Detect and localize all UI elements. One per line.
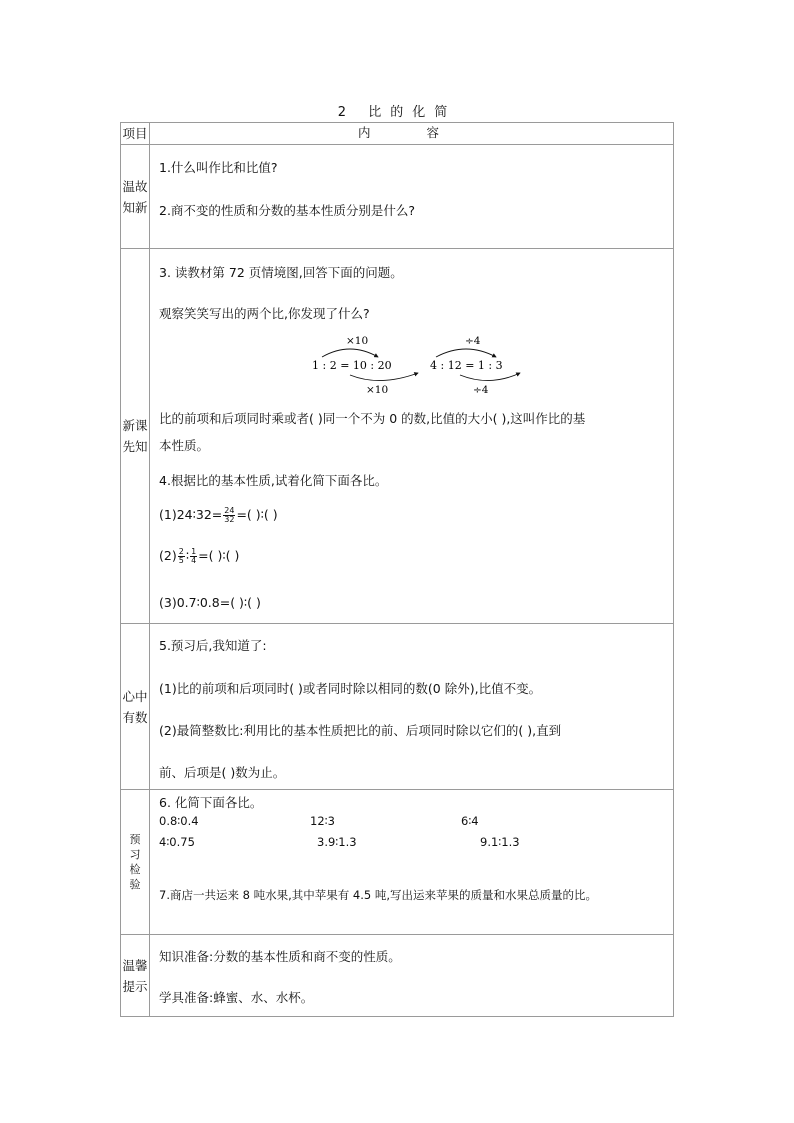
tips-content xyxy=(150,935,674,1017)
tips-t1: 知识准备:分数的基本性质和商不变的性质。 xyxy=(159,949,401,964)
header-item-cell: 项目 xyxy=(121,123,150,145)
summary-s3: 前、后项是( )数为止。 xyxy=(159,765,286,780)
right-bottom-arrow xyxy=(460,373,520,381)
summary-s2: (2)最简整数比:利用比的基本性质把比的前、后项同时除以它们的( ),直到 xyxy=(159,723,562,738)
tips-t2: 学具准备:蜂蜜、水、水杯。 xyxy=(159,990,314,1005)
preview-label: 新课 先知 xyxy=(121,249,150,624)
property-fill-line2: 本性质。 xyxy=(159,438,210,453)
left-bottom-arrow xyxy=(350,373,418,381)
left-bottom-label: ×10 xyxy=(366,384,389,395)
ratio-item: 12∶3 xyxy=(310,814,335,828)
right-top-label: ÷4 xyxy=(465,335,481,347)
property-fill-line1: 比的前项和后项同时乘或者( )同一个不为 0 的数,比值的大小( ),这叫作比的基 xyxy=(159,411,586,426)
left-equation: 1 : 2 = 10 : 20 xyxy=(312,359,392,372)
review-q1: 1.什么叫作比和比值? xyxy=(159,160,278,175)
summary-row xyxy=(121,624,674,790)
preview-content xyxy=(150,249,674,624)
fraction-2-5: $\frac{2}{5}$ xyxy=(178,547,184,565)
preview-q4: 4.根据比的基本性质,试着化简下面各比。 xyxy=(159,473,388,488)
summary-label: 心中 有数 xyxy=(121,624,150,790)
summary-q5: 5.预习后,我知道了: xyxy=(159,638,267,653)
tips-row xyxy=(121,935,674,1017)
left-top-arrow xyxy=(322,349,378,357)
problem-2: (2) $\frac{2}{5}$ ∶ $\frac{1}{4}$ =( )∶( ) xyxy=(159,547,240,565)
worksheet-table xyxy=(120,122,674,1017)
preview-row xyxy=(121,249,674,624)
preview-q3: 3. 读教材第 72 页情境图,回答下面的问题。 xyxy=(159,265,403,280)
header-content-cell: 内 容 xyxy=(150,123,674,145)
page-title: 2 比的化简 xyxy=(337,105,457,120)
ratio-diagram xyxy=(310,333,540,395)
review-content xyxy=(150,145,674,249)
right-equation: 4 : 12 = 1 : 3 xyxy=(430,359,503,372)
problem-3: (3)0.7∶0.8=( )∶( ) xyxy=(159,595,261,610)
review-label: 温故 知新 xyxy=(121,145,150,249)
ratio-item: 3.9∶1.3 xyxy=(317,835,357,849)
summary-s1: (1)比的前项和后项同时( )或者同时除以相同的数(0 除外),比值不变。 xyxy=(159,681,542,696)
ratio-item: 9.1∶1.3 xyxy=(480,835,520,849)
review-row xyxy=(121,145,674,249)
left-top-label: ×10 xyxy=(346,335,369,347)
preview-q3-sub: 观察笑笑写出的两个比,你发现了什么? xyxy=(159,306,370,321)
right-bottom-label: ÷4 xyxy=(473,384,489,395)
tips-label: 温馨 提示 xyxy=(121,935,150,1017)
fraction-24-32: $\frac{24}{32}$ xyxy=(224,506,235,524)
check-label: 预 习 检 验 xyxy=(121,790,150,935)
ratio-item: 4∶0.75 xyxy=(159,835,195,849)
summary-content xyxy=(150,624,674,790)
check-q7: 7.商店一共运来 8 吨水果,其中苹果有 4.5 吨,写出运来苹果的质量和水果总质量的比。 xyxy=(159,888,598,902)
problem-1: (1)24∶32= $\frac{24}{32}$ =( )∶( ) xyxy=(159,506,278,524)
ratio-item: 6∶4 xyxy=(461,814,479,828)
ratio-item: 0.8∶0.4 xyxy=(159,814,199,828)
review-q2: 2.商不变的性质和分数的基本性质分别是什么? xyxy=(159,203,416,218)
check-row xyxy=(121,790,674,935)
check-q6: 6. 化简下面各比。 xyxy=(159,795,263,810)
header-row xyxy=(121,123,674,145)
check-content xyxy=(150,790,674,935)
right-top-arrow xyxy=(436,349,496,357)
fraction-1-4: $\frac{1}{4}$ xyxy=(191,547,197,565)
